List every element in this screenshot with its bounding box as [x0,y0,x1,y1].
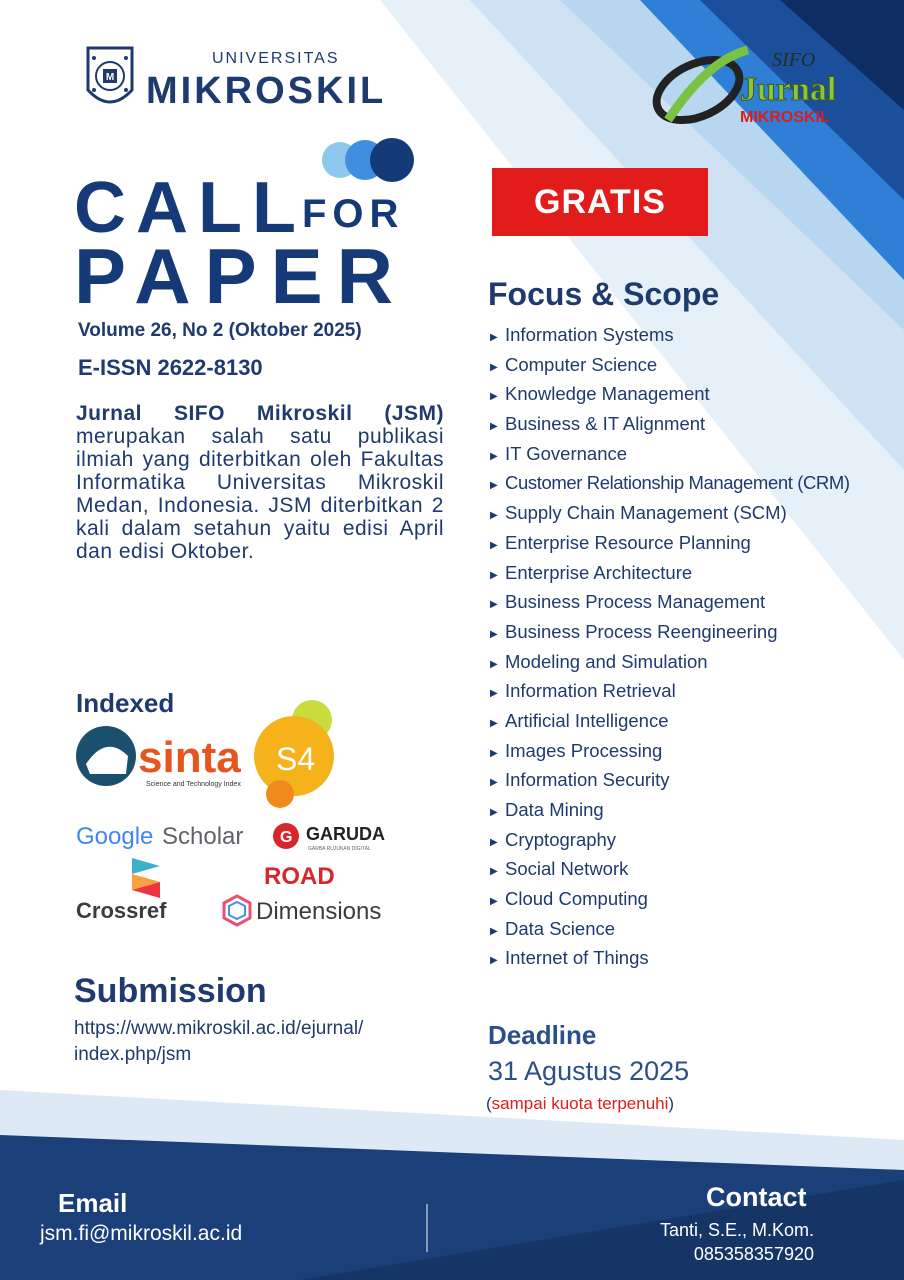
bullet-icon: ▶ [490,688,498,700]
headline-paper: PAPER [74,232,407,320]
university-label: UNIVERSITAS [212,50,340,67]
sinta-name: sinta [138,733,241,782]
scope-item: ▶ Supply Chain Management (SCM) [490,498,850,528]
submission-url[interactable] [74,1016,434,1068]
bullet-icon: ▶ [490,421,498,433]
journal-logo-jurnal: Jurnal [740,71,837,108]
scope-item: ▶ Customer Relationship Management (CRM) [490,468,850,498]
contact-phone[interactable]: 085358357920 [693,1244,814,1264]
description-text: merupakan salah satu publikasi ilmiah yang diterbitkan oleh Fakultas Informatika Universitas Mikroskil Medan, Indonesia. JSM diterbitkan 2 kali dalam setahun yaitu edisi April dan edisi Oktober. [76,425,444,563]
sinta-s4-icon [76,698,346,810]
bullet-icon: ▶ [490,332,498,343]
email-heading: Email [58,1188,128,1218]
road-icon [262,856,372,890]
journal-logo [648,40,860,130]
bullet-icon: ▶ [490,361,498,373]
scope-item: ▶ Knowledge Management [490,379,850,409]
scope-item: ▶ Enterprise Architecture [490,558,850,588]
scope-item: ▶ Information Security [490,765,850,795]
headline-call: CALL [74,168,306,248]
bullet-icon: ▶ [490,569,498,581]
bullet-icon: ▶ [490,599,498,611]
garuda-name: GARUDA [306,824,385,844]
indexed-heading: Indexed [76,688,175,718]
crossref-name: Crossref [76,898,167,923]
sinta-badge: S4 [276,741,316,777]
google-word: Google [76,823,154,850]
google-scholar-logo [76,820,256,854]
focus-heading: Focus & Scope [488,276,720,312]
bullet-icon: ▶ [490,777,498,789]
garuda-sub: GARBA RUJUKAN DIGITAL [308,846,371,852]
gratis-badge: GRATIS [492,168,708,236]
submission-url-line2[interactable]: index.php/jsm [74,1044,192,1065]
scope-item: ▶ Internet of Things [490,943,850,973]
scope-item: ▶ Artificial Intelligence [490,706,850,736]
scope-item: ▶ Business Process Reengineering [490,617,850,647]
svg-text:G: G [280,829,293,846]
scope-item: ▶ Information Systems [490,320,850,350]
bullet-icon: ▶ [490,866,498,878]
bullet-icon: ▶ [490,628,498,640]
svg-text:M: M [105,72,115,83]
scope-item: ▶ Modeling and Simulation [490,647,850,677]
submission-url-line1[interactable]: https://www.mikroskil.ac.id/ejurnal/ [74,1018,364,1039]
scope-item: ▶ Cloud Computing [490,884,850,914]
bullet-icon: ▶ [490,955,498,967]
dimensions-logo [222,894,402,928]
submission-heading: Submission [74,972,267,1010]
bullet-icon: ▶ [490,391,498,403]
deadline-note-text: sampai kuota terpenuhi [491,1094,669,1113]
email-address[interactable]: jsm.fi@mikroskil.ac.id [40,1222,243,1245]
scope-item: ▶ Social Network [490,854,850,884]
scope-item: ▶ Business & IT Alignment [490,409,850,439]
dimensions-icon [222,894,402,928]
bullet-icon: ▶ [490,717,498,729]
description-journal-name: Jurnal SIFO Mikroskil (JSM) [76,402,444,425]
bullet-icon: ▶ [490,836,498,848]
sifo-logo-icon [648,40,860,130]
bullet-icon: ▶ [490,925,498,937]
scope-item: ▶ Information Retrieval [490,676,850,706]
bullet-icon: ▶ [490,480,498,492]
journal-description [76,402,444,563]
scope-item: ▶ Data Mining [490,795,850,825]
deadline-note: (sampai kuota terpenuhi) [486,1094,675,1113]
contact-name: Tanti, S.E., M.Kom. [659,1220,814,1240]
mikroskil-emblem-icon [82,44,138,116]
road-logo [262,856,372,890]
scope-item: ▶ Cryptography [490,825,850,855]
scope-item: ▶ IT Governance [490,439,850,469]
bullet-icon: ▶ [490,539,498,551]
journal-logo-mikroskil: MIKROSKIL [740,109,830,126]
issn-label: E-ISSN 2622-8130 [78,355,263,380]
road-name: ROAD [264,863,335,890]
deadline-heading: Deadline [488,1020,597,1050]
scholar-word: Scholar [162,823,244,850]
scope-item: ▶ Business Process Management [490,587,850,617]
bullet-icon: ▶ [490,747,498,759]
scope-item: ▶ Images Processing [490,736,850,766]
sinta-logo [76,698,346,810]
sinta-sub: Science and Technology Index [146,781,241,788]
deadline-date: 31 Agustus 2025 [488,1056,690,1086]
university-logo [82,44,138,116]
bullet-icon: ▶ [490,510,498,522]
headline-for: FOR [302,192,405,236]
garuda-icon [270,820,410,854]
crossref-icon [76,856,186,926]
bullet-icon: ▶ [490,896,498,908]
scope-item: ▶ Data Science [490,914,850,944]
dimensions-name: Dimensions [256,898,382,925]
google-scholar-icon [76,820,256,854]
garuda-logo [270,820,410,854]
bullet-icon: ▶ [490,658,498,670]
contact-heading: Contact [706,1182,807,1212]
scope-item: ▶ Computer Science [490,350,850,380]
scope-item: ▶ Enterprise Resource Planning [490,528,850,558]
scope-list [490,320,850,973]
bullet-icon: ▶ [490,450,498,462]
bullet-icon: ▶ [490,807,498,818]
university-name: MIKROSKIL [146,70,387,112]
volume-label: Volume 26, No 2 (Oktober 2025) [78,320,362,341]
crossref-logo [76,856,186,926]
journal-logo-sifo: SIFO [772,49,816,71]
